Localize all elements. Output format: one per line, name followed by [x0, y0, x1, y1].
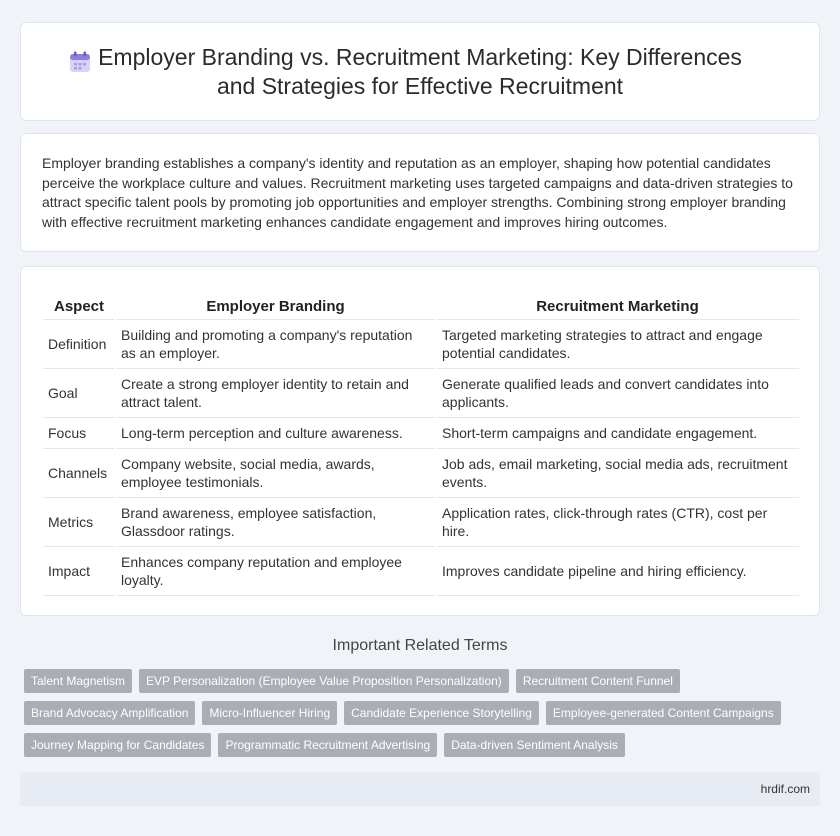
aspect-cell: Channels [43, 448, 115, 497]
employer-branding-cell: Enhances company reputation and employee loyalty. [115, 546, 436, 595]
tag-employee-generated-content-campaigns[interactable]: Employee-generated Content Campaigns [546, 701, 781, 725]
related-terms-heading: Important Related Terms [332, 637, 508, 654]
table-row [43, 319, 799, 368]
table-row [43, 497, 799, 546]
employer-branding-cell: Create a strong employer identity to retain and attract talent. [115, 368, 436, 417]
tag-row [24, 733, 824, 757]
tag-evp-personalization[interactable]: EVP Personalization (Employee Value Proposition Personalization) [139, 669, 509, 693]
recruitment-marketing-cell: Short-term campaigns and candidate engagement. [436, 417, 799, 448]
page-title-line-2: and Strategies for Effective Recruitment [216, 73, 624, 99]
table-row [43, 368, 799, 417]
aspect-cell: Impact [43, 546, 115, 595]
recruitment-marketing-cell: Improves candidate pipeline and hiring efficiency. [436, 546, 799, 595]
tag-brand-advocacy-amplification[interactable]: Brand Advocacy Amplification [24, 701, 195, 725]
aspect-cell: Definition [43, 319, 115, 368]
header-recruitment-marketing: Recruitment Marketing [436, 293, 799, 319]
tag-talent-magnetism[interactable]: Talent Magnetism [24, 669, 132, 693]
tag-data-driven-sentiment-analysis[interactable]: Data-driven Sentiment Analysis [444, 733, 625, 757]
footer-site-link[interactable]: hrdif.com [760, 782, 810, 796]
page-title [21, 43, 819, 101]
recruitment-marketing-cell: Targeted marketing strategies to attract and engage potential candidates. [436, 319, 799, 368]
employer-branding-cell: Long-term perception and culture awareness. [115, 417, 436, 448]
tag-row [24, 701, 824, 725]
footer [20, 772, 820, 806]
header-aspect: Aspect [43, 293, 115, 319]
page-title-line-1: Employer Branding vs. Recruitment Marketing: Key Differences [98, 44, 742, 70]
intro-card [20, 133, 820, 252]
related-terms-tags [24, 669, 824, 765]
table-row [43, 417, 799, 448]
table-row [43, 448, 799, 497]
comparison-table-card [20, 266, 820, 616]
employer-branding-cell: Brand awareness, employee satisfaction, Glassdoor ratings. [115, 497, 436, 546]
aspect-cell: Goal [43, 368, 115, 417]
tag-recruitment-content-funnel[interactable]: Recruitment Content Funnel [516, 669, 680, 693]
intro-paragraph: Employer branding establishes a company's identity and reputation as an employer, shaping how potential candidates perceive the workplace culture and values. Recruitment marketing uses targeted campaigns and data-driven strategies to attract specific talent pools by promoting job opportunities and employer strengths. Combining strong employer branding with effective recruitment marketing enhances candidate engagement and improves hiring outcomes. [42, 155, 793, 230]
tag-programmatic-recruitment-advertising[interactable]: Programmatic Recruitment Advertising [218, 733, 437, 757]
aspect-cell: Metrics [43, 497, 115, 546]
tag-candidate-experience-storytelling[interactable]: Candidate Experience Storytelling [344, 701, 539, 725]
tag-row [24, 669, 824, 693]
tag-journey-mapping[interactable]: Journey Mapping for Candidates [24, 733, 211, 757]
table-row [43, 546, 799, 595]
aspect-cell: Focus [43, 417, 115, 448]
tag-micro-influencer-hiring[interactable]: Micro-Influencer Hiring [202, 701, 337, 725]
recruitment-marketing-cell: Generate qualified leads and convert candidates into applicants. [436, 368, 799, 417]
recruitment-marketing-cell: Application rates, click-through rates (CTR), cost per hire. [436, 497, 799, 546]
header-employer-branding: Employer Branding [115, 293, 436, 319]
comparison-table [43, 293, 799, 596]
employer-branding-cell: Building and promoting a company's reputation as an employer. [115, 319, 436, 368]
recruitment-marketing-cell: Job ads, email marketing, social media ads, recruitment events. [436, 448, 799, 497]
employer-branding-cell: Company website, social media, awards, employee testimonials. [115, 448, 436, 497]
table-header-row [43, 293, 799, 319]
title-card [20, 22, 820, 121]
